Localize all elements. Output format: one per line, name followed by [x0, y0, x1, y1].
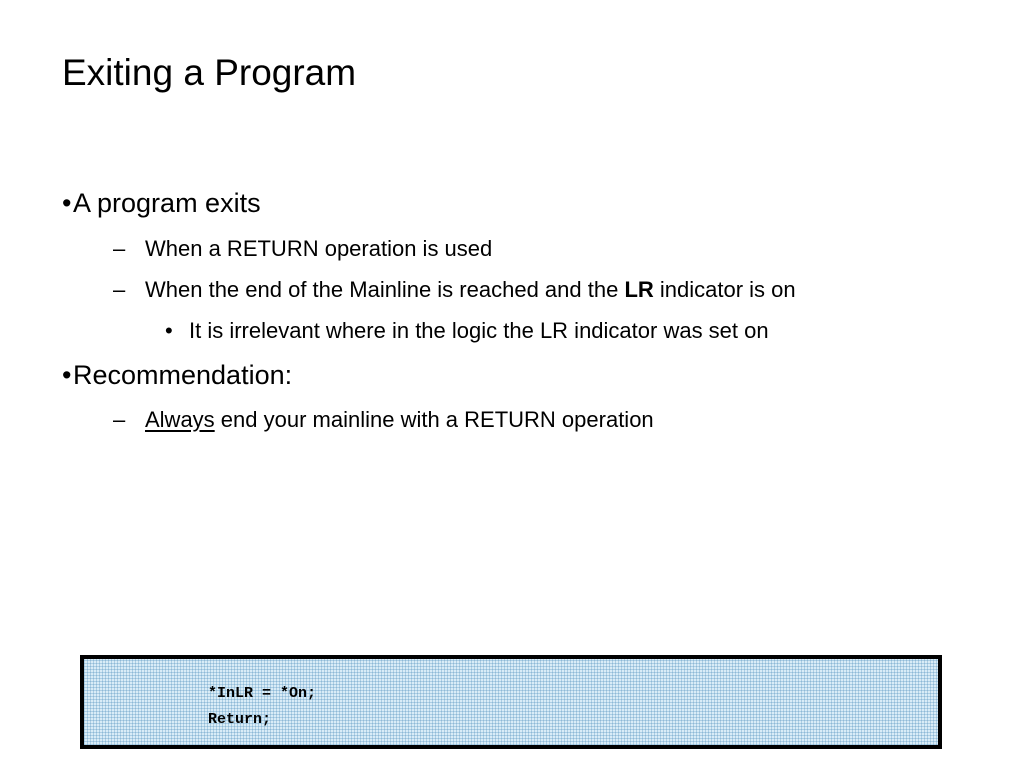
bullet-text: Recommendation: — [73, 360, 293, 390]
code-line-inlr: *InLR = *On; — [208, 685, 317, 702]
code-example-box — [80, 655, 942, 749]
dash-marker: – — [113, 236, 126, 261]
slide-title: Exiting a Program — [62, 52, 357, 93]
sub-item-always-return — [113, 407, 654, 433]
sub-sub-item-irrelevant — [165, 318, 769, 344]
sub-item-end-of-mainline — [113, 277, 796, 303]
bullet-marker: • — [165, 318, 173, 343]
sub-item-text-after: indicator is on — [653, 277, 796, 302]
sub-item-return-operation — [113, 236, 492, 262]
dash-marker: – — [113, 407, 126, 432]
sub-item-text-before: When the end of the Mainline is reached and the — [145, 277, 625, 302]
bullet-marker: • — [62, 360, 72, 390]
sub-item-text-after: end your mainline with a RETURN operation — [214, 407, 654, 432]
bullet-item-recommendation — [62, 360, 292, 391]
sub-sub-item-text: It is irrelevant where in the logic the LR indicator was set on — [189, 318, 769, 343]
code-line-return: Return; — [208, 711, 272, 728]
dash-marker: – — [113, 277, 126, 302]
bullet-item-program-exits — [62, 188, 261, 219]
bullet-marker: • — [62, 188, 72, 218]
bullet-text: A program exits — [73, 188, 261, 218]
always-underlined-text: Always — [145, 407, 215, 432]
sub-item-text: When a RETURN operation is used — [145, 236, 493, 261]
lr-bold-text: LR — [624, 277, 654, 302]
